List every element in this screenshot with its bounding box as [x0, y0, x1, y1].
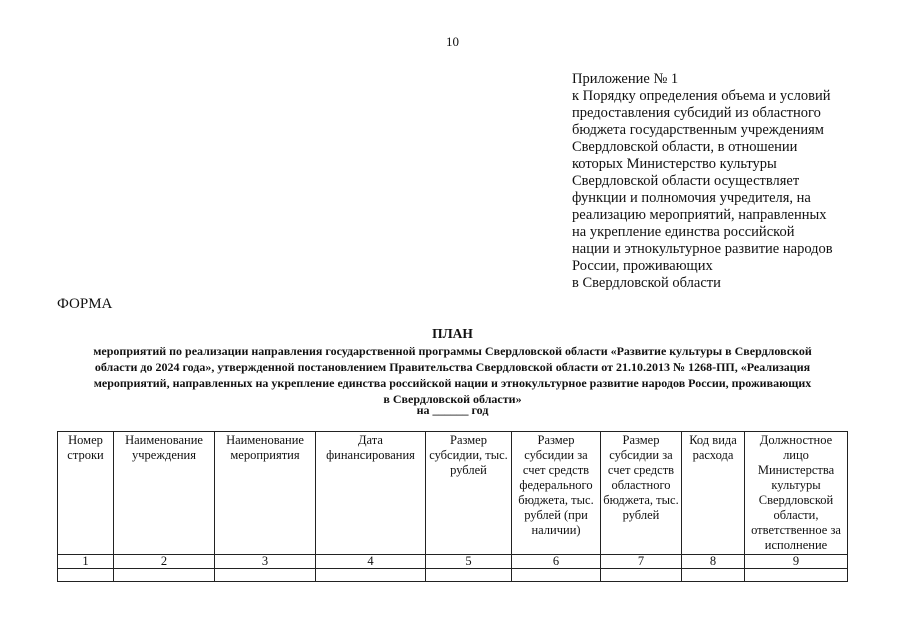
plan-title: ПЛАН — [432, 326, 473, 341]
table-cell-empty — [682, 569, 745, 582]
column-header: Дата финансирования — [316, 432, 426, 555]
appendix-line: предоставления субсидий из областного — [572, 105, 821, 121]
appendix-line: Свердловской области осуществляет — [572, 173, 800, 189]
form-label: ФОРМА — [57, 296, 113, 312]
column-header: Размер субсидии за счет средств федерального бюджета, тыс. рублей (при наличии) — [512, 432, 601, 555]
column-header: Размер субсидии, тыс. рублей — [426, 432, 512, 555]
appendix-line: нации и этнокультурное развитие народов — [572, 241, 833, 257]
table-header-row — [58, 432, 848, 555]
table-cell-empty — [58, 569, 114, 582]
column-number: 3 — [215, 555, 316, 569]
appendix-line: в Свердловской области — [572, 275, 721, 291]
table-cell-empty — [426, 569, 512, 582]
table-cell-empty — [745, 569, 848, 582]
appendix-line: функции и полномочия учредителя, на — [572, 190, 811, 206]
table-cell-empty — [215, 569, 316, 582]
table-cell-empty — [316, 569, 426, 582]
column-header: Наименование учреждения — [114, 432, 215, 555]
column-header: Наименование мероприятия — [215, 432, 316, 555]
appendix-line: на укрепление единства российской — [572, 224, 795, 240]
column-number: 8 — [682, 555, 745, 569]
appendix-title: Приложение № 1 — [572, 71, 679, 87]
column-number: 1 — [58, 555, 114, 569]
appendix-line: бюджета государственным учреждениям — [572, 122, 824, 138]
appendix-line: реализацию мероприятий, направленных — [572, 207, 827, 223]
column-number: 6 — [512, 555, 601, 569]
plan-description-line: в Свердловской области» — [383, 392, 522, 406]
column-header: Код вида расхода — [682, 432, 745, 555]
table-cell-empty — [114, 569, 215, 582]
table-row-empty — [58, 569, 848, 582]
column-number: 5 — [426, 555, 512, 569]
table-cell-empty — [601, 569, 682, 582]
column-header: Должностное лицо Министерства культуры Свердловской области, ответственное за исполнение — [745, 432, 848, 555]
plan-description-line: области до 2024 года», утвержденной постановлением Правительства Свердловской области от 21.10.2013 № 1268-ПП, «Реализация — [94, 360, 811, 374]
appendix-line: к Порядку определения объема и условий — [572, 88, 831, 104]
plan-table — [57, 431, 848, 582]
column-number: 7 — [601, 555, 682, 569]
column-number: 9 — [745, 555, 848, 569]
appendix-line: России, проживающих — [572, 258, 713, 274]
appendix-line: которых Министерство культуры — [572, 156, 777, 172]
plan-description-line: мероприятий по реализации направления государственной программы Свердловской области «Развитие культуры в Свердловской — [93, 344, 812, 358]
column-number-row — [58, 555, 848, 569]
page-number: 10 — [446, 34, 459, 49]
plan-description — [55, 343, 850, 407]
appendix-block — [572, 71, 872, 292]
table-cell-empty — [512, 569, 601, 582]
column-number: 4 — [316, 555, 426, 569]
plan-year-line: на ______ год — [416, 403, 489, 417]
column-number: 2 — [114, 555, 215, 569]
column-header: Номер строки — [58, 432, 114, 555]
appendix-line: Свердловской области, в отношении — [572, 139, 798, 155]
column-header: Размер субсидии за счет средств областного бюджета, тыс. рублей — [601, 432, 682, 555]
plan-description-line: мероприятий, направленных на укрепление единства российской нации и этнокультурное развитие народов России, проживающих — [93, 376, 812, 390]
